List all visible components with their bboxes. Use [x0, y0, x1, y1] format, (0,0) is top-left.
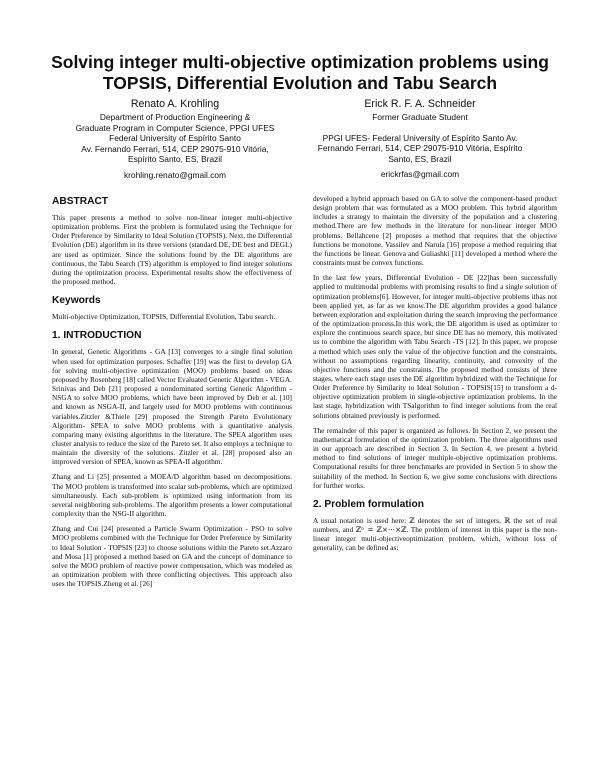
integers-text: denotes the set of integers,: [417, 515, 502, 525]
author-1: [60, 98, 290, 181]
keywords-text: Multi-objective Optimization, TOPSIS, Differential Evolution, Tabu search.: [52, 312, 276, 322]
intro-paragraph: In general, Genetic Algorithms - GA [13] converges to a single final solution when used for optimization purposes. Schaffer [19] was the first to develop GA for solving multi-objective optimization (MOO) problems based on ideas proposed by Rosenberg [18] called Vector Evaluated Genetic Algorithm - VEGA. Srinivas and Deb [21] proposed a nondominated sorting Genetic Algorithm - NSGA to solve MOO problems, which have been improved by Deb et al. [10] and known as NSGA-II, and largely used for MOO problems with continuous variables.Zitzler &Thiele [29] proposed the Strength Pareto Evolutionary Algorithm- SPEA to solve MOO problems with a quantitative analysis comparing many existing algorithms in the literature. The SPEA algorithm uses cluster analysis to reduce the size of the Pareto set. It also employs a technique to maintain the diversity of the solutions. Zitzler et al. [28] proposed also an improved version of SPEA, known as SPEA-II algorithm.: [52, 347, 292, 467]
integers-symbol: ℤ: [409, 515, 415, 525]
author-2-name: Erick R. F. A. Schneider: [364, 98, 476, 110]
reals-symbol: ℝ: [504, 515, 511, 525]
right-column: [313, 194, 557, 558]
reals-text: the set of real numbers, and: [313, 515, 557, 534]
author-1-line: Department of Production Engineering &: [99, 112, 251, 122]
section-2-lead: A usual notation is used here:: [313, 515, 407, 525]
left-column: [52, 196, 292, 594]
body-paragraph: developed a hybrid approach based on GA to solve the component-based product design problem that was formulated as a MOO problem. This hybrid algorithm includes a strategy to maintain the diversity of the population and a clustering method.There are few methods in the literature for non-linear integer MOO problems. Bellahcene [2] proposes a method that requires that the objective functions be monotone. Vassilev and Narula [16] propose a method requiring that the functions be linear. Genova and Guliashki [11] developed a method where the constraints must be convex functions.: [313, 194, 557, 268]
intro-paragraph: Zhang and Cui [24] presented a Particle Swarm Optimization - PSO to solve MOO problems combined with the Technique for Order Preference by Similarity to Ideal Solution - TOPSIS [23] to choose solutions within the Pareto set.Azzaro and Mosa [1] proposed a method based on GA and the concept of dominance to solve the MOO problem of reactive power compensation, which was modeled as an optimization problem with three conflicting objectives. This approach also uses the TOPSIS.Zheng et al. [26]: [52, 524, 292, 589]
abstract-heading: ABSTRACT: [52, 196, 109, 207]
section-2-tail: . The problem of interest in this paper is the non-linear integer multi-objectiveoptimization problem, which, without loss of generality, can be defined as:: [313, 525, 557, 553]
author-1-line: Federal University of Espírito Santo: [109, 133, 241, 144]
author-1-name: Renato A. Krohling: [130, 98, 220, 110]
intro-paragraph: Zhang and Li [25] presented a MOEA/D algorithm based on decompositions. The MOO problem is transformed into scalar sub-problems, which are optimized simultaneously. Each sub-problem is optimized using information from its several neighboring sub-problems. The algorithm presents a lower computational complexity than the NSG-II algorithm.: [52, 472, 292, 519]
author-2-email: erickrfas@gmail.com: [380, 169, 460, 180]
introduction-heading: 1. INTRODUCTION: [52, 330, 142, 342]
author-2-line: Former Graduate Student: [372, 112, 468, 122]
abstract-text: This paper presents a method to solve non-linear integer multi-objective optimization problems. First the problem is formulated using the Technique for Order Preference by Similarity to Ideal Solution (TOPSIS). Next, the Differential Evolution (DE) algorithm in its three versions (standard DE, DE best and DEGL) are used as optimizer. Since the solutions found by the DE algorithms are continuous, the Tabu Search (TS) algorithm is employed to find integer solutions during the optimization process. Experimental results show the effectiveness of the proposed method.: [52, 213, 292, 287]
body-paragraph: In the last few years, Differential Evolution - DE [22]has been successfully applied to multimodal problems with promising results to find a single solution of optimization problems[6]. However, for integer multi-objective problems ithas not been applied yet, as far as we know.The DE algorithm provides a good balance between exploration and exploitation during the search improving the performance of the optimization process.In this work, the DE algorithm is used as optimizer to explore the continuous search space, but since DE has no memory, this motivated us to combine the algorithm with Tabu Search -TS [12]. In this paper, we propose a method which uses only the value of the objective function and the constraints, without no assumptions regarding linearity, continuity, and convexity of the objective functions and the constraints. The proposed method consists of three stages, where each stage uses the DE algorithm hybridized with the Technique for Order Preference by Similarity to Ideal Solution - TOPSIS[15] to transform a d-objective optimization problem in single-objective optimization problems. In the last stage, hybridization with TSalgorithm to find integer solutions from the real solutions obtained previously is performed.: [313, 273, 557, 420]
author-1-email: krohling.renato@gmail.com: [123, 169, 227, 180]
integer-space-formula: ℤⁿ = ℤ×···×ℤ: [355, 525, 407, 534]
author-2: [300, 98, 540, 180]
author-2-line: Fernando Ferrari, 514, CEP 29075-910 Vitória, Espírito: [317, 143, 523, 154]
body-paragraph: The remainder of this paper is organized as follows. In Section 2, we present the mathematical formulation of the optimization problem. The three algorithms used in our approach are described in Section 3. In Section 4, we present a hybrid method to find solutions of integer multiple-objective optimization problems. Computational results for three benchmarks are provided in Section 5 to show the suitability of the method. In Section 6, we give some conclusions with directions for further works.: [313, 425, 557, 490]
author-1-line: Av. Fernando Ferrari, 514, CEP 29075-910 Vitória,: [81, 143, 269, 154]
section-2-heading: 2. Problem formulation: [313, 498, 424, 510]
author-2-line: Santo, ES, Brazil: [388, 153, 452, 164]
author-2-line: PPGI UFES- Federal University of Espírito Santo Av.: [322, 132, 518, 143]
author-1-line: Espírito Santo, ES, Brazil: [127, 154, 223, 165]
paper-title: Solving integer multi-objective optimization problems using TOPSIS, Differential Evolution and Tabu Search: [51, 52, 549, 93]
author-1-line: Graduate Program in Computer Science, PPGI UFES: [75, 122, 275, 133]
keywords-heading: Keywords: [52, 295, 101, 307]
section-2-paragraph: [313, 516, 557, 553]
